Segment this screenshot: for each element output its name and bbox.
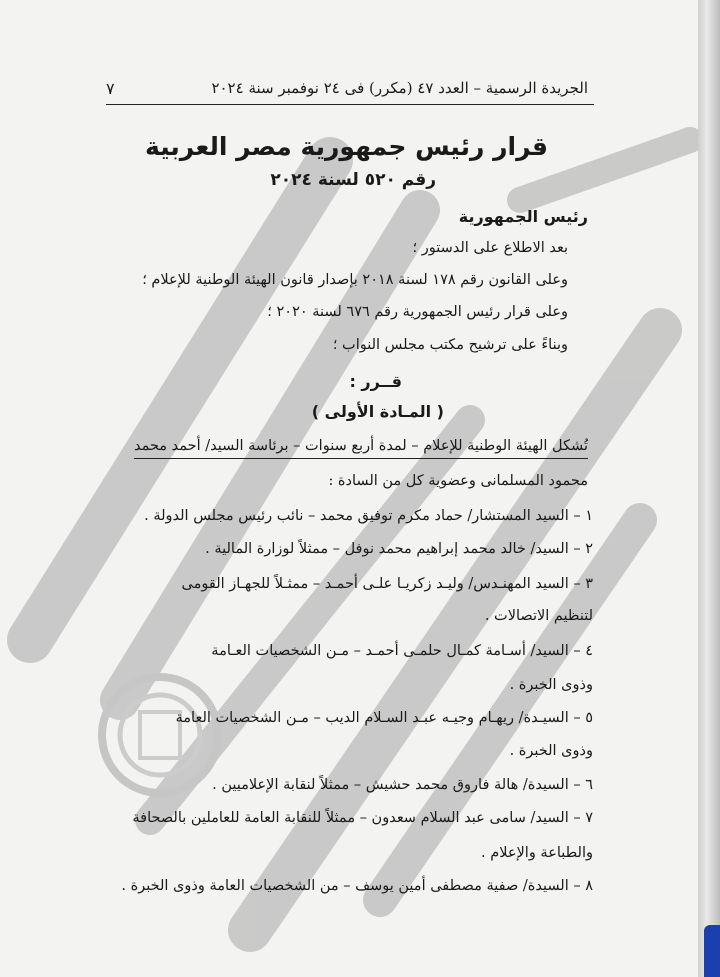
page-edge <box>698 0 720 977</box>
article-title: ( المـادة الأولى ) <box>311 402 444 421</box>
decree-number: رقم ٥٢٠ لسنة ٢٠٢٤ <box>270 170 436 190</box>
member-line: وذوى الخبرة . <box>509 677 593 693</box>
preamble-line: وعلى القانون رقم ١٧٨ لسنة ٢٠١٨ بإصدار قانون الهيئة الوطنية للإعلام ؛ <box>142 272 568 288</box>
preamble-line: وعلى قرار رئيس الجمهورية رقم ٦٧٦ لسنة ٢٠٢٠ ؛ <box>267 304 568 320</box>
issuer-heading: رئيس الجمهورية <box>458 207 588 226</box>
edge-accent <box>704 925 720 977</box>
gazette-header <box>106 79 588 98</box>
article-line <box>134 438 588 454</box>
member-line: ٧ – السيد/ سامى عبد السلام سعدون – ممثلاً للنقابة العامة للعاملين بالصحافة <box>132 810 593 826</box>
header-text: الجريدة الرسمية – العدد ٤٧ (مكرر) فى ٢٤ نوفمبر سنة ٢٠٢٤ <box>211 79 588 97</box>
member-line: لتنظيم الاتصالات . <box>484 608 593 624</box>
member-line: ٤ – السيد/ أسـامة كمـال حلمـى أحمـد – مـن الشخصيات العـامة <box>211 643 593 659</box>
member-line: ٣ – السيد المهنـدس/ وليـد زكريـا علـى أحمـد – ممثـلاً للجهـاز القومى <box>181 576 593 592</box>
page-number: ٧ <box>106 79 115 98</box>
article-line: محمود المسلمانى وعضوية كل من السادة : <box>328 473 588 489</box>
header-rule <box>106 104 594 105</box>
member-line: والطباعة والإعلام . <box>481 845 593 861</box>
article-line-text: تُشكل الهيئة الوطنية للإعلام – لمدة أربع سنوات – برئاسة السيد/ أحمد محمد <box>134 438 588 459</box>
member-line: ٦ – السيدة/ هالة فاروق محمد حشيش – ممثلاً لنقابة الإعلاميين . <box>212 777 593 793</box>
preamble-line: وبناءً على ترشيح مكتب مجلس النواب ؛ <box>332 337 568 353</box>
member-line: ٨ – السيدة/ صفية مصطفى أمين يوسف – من الشخصيات العامة وذوى الخبرة . <box>121 878 593 894</box>
preamble-line: بعد الاطلاع على الدستور ؛ <box>412 240 568 256</box>
member-line: ٥ – السيـدة/ ريهـام وجيـه عبـد السـلام الديب – مـن الشخصيات العامة <box>175 710 593 726</box>
member-line: ٢ – السيد/ خالد محمد إبراهيم محمد نوفل – ممثلاً لوزارة المالية . <box>205 541 593 557</box>
decided-heading: قــرر : <box>349 372 402 391</box>
member-line: ١ – السيد المستشار/ حماد مكرم توفيق محمد – نائب رئيس مجلس الدولة . <box>144 508 593 524</box>
member-line: وذوى الخبرة . <box>509 743 593 759</box>
decree-title: قرار رئيس جمهورية مصر العربية <box>145 132 548 161</box>
